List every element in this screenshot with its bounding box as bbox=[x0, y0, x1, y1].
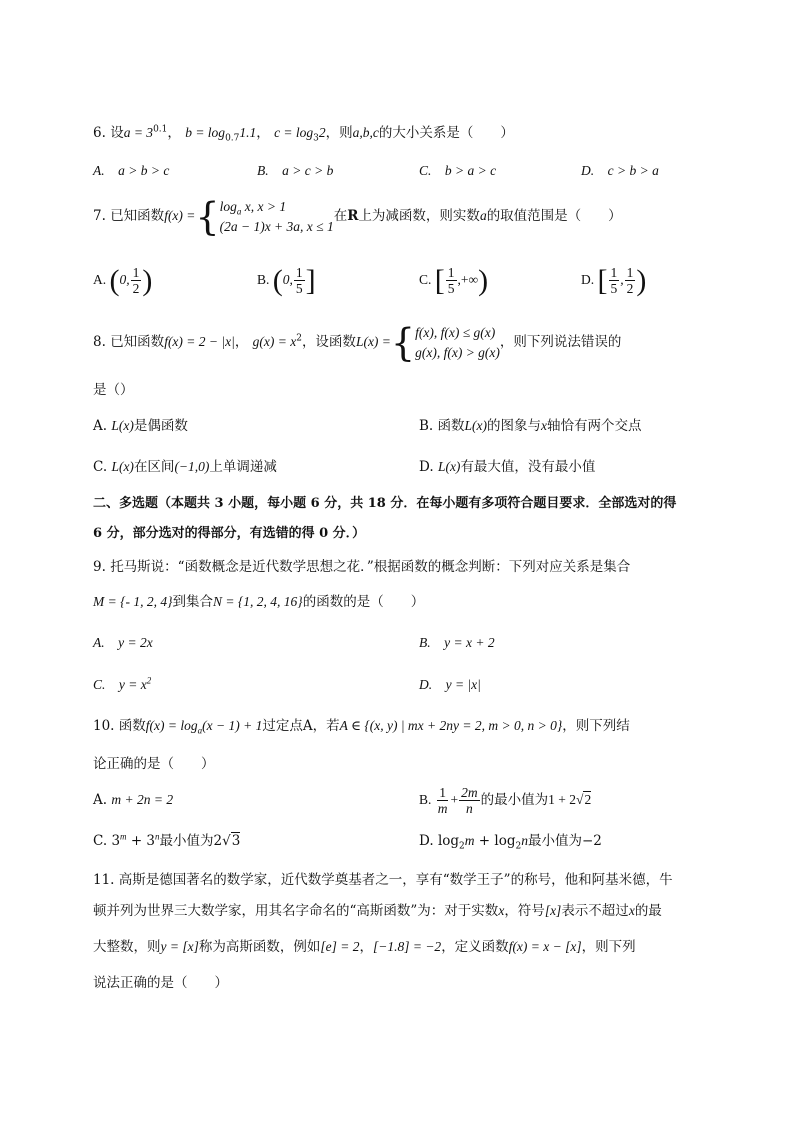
q8-text3: ，则下列说法错误的 bbox=[499, 334, 622, 350]
q9-stem bbox=[93, 558, 630, 576]
q6-number: 6. bbox=[93, 125, 106, 141]
q10-text: 函数 bbox=[118, 718, 146, 734]
q7-text2: 在 bbox=[333, 208, 348, 224]
q9-c-text: C. y = x bbox=[93, 677, 147, 692]
q10-b-frac2 bbox=[459, 785, 480, 816]
q7-a-open: ( bbox=[109, 263, 120, 297]
q9-text3: 的函数的是（ ） bbox=[302, 594, 425, 610]
q7-d-num2: 1 bbox=[626, 265, 634, 281]
q11-x1: x bbox=[498, 903, 505, 918]
q10-c-exp2: n bbox=[155, 831, 160, 842]
q11-ex2: [−1.8] = −2 bbox=[372, 939, 442, 954]
q7-case2: (2a − 1)x + 3a, x ≤ 1 bbox=[219, 218, 334, 234]
q9-option-c[interactable] bbox=[93, 676, 151, 694]
q6-b-def: b = log bbox=[185, 125, 226, 140]
q7-cases bbox=[220, 197, 334, 237]
q7-brace: { bbox=[195, 194, 220, 239]
q11-line3c: ，定义函数 bbox=[441, 939, 509, 955]
q8-c-math: L(x) bbox=[111, 459, 134, 474]
q7-option-a[interactable] bbox=[93, 262, 152, 298]
q7-d-den2: 2 bbox=[626, 281, 634, 297]
q10-b-den1: m bbox=[437, 801, 448, 817]
q7-fx: f(x) = bbox=[164, 208, 196, 223]
q8-g-exp: 2 bbox=[296, 333, 302, 344]
q9-text2: 到集合 bbox=[172, 594, 214, 610]
q11-stem-line3: 大整数，则y = [x]称为高斯函数，例如[e] = 2，[−1.8] = −2，定义函数f(x) = x − [x]，则下列 bbox=[93, 939, 636, 955]
q8-b-text: 的图象与 bbox=[487, 418, 542, 434]
q10-option-a[interactable] bbox=[93, 791, 173, 809]
q10-d-log1: log bbox=[437, 833, 460, 849]
q10-text3: ，则下列结 bbox=[562, 718, 630, 734]
q7-number: 7. bbox=[93, 208, 106, 224]
q11-number: 11. bbox=[93, 872, 115, 888]
q7-c-close: ) bbox=[478, 263, 489, 297]
q11-x2: x bbox=[628, 903, 635, 918]
q8-case2: g(x), f(x) > g(x) bbox=[415, 344, 500, 360]
q11-ex1: [e] = 2 bbox=[320, 939, 360, 954]
q11-stem-line2 bbox=[93, 902, 662, 920]
q10-d-val: −2 bbox=[581, 833, 602, 849]
q10-d-text: 最小值为 bbox=[527, 833, 582, 849]
q8-a-math: L(x) bbox=[111, 418, 134, 433]
section2-heading-line2: 6 分，部分选对的得部分，有选错的得 0 分．） bbox=[93, 526, 366, 541]
q9-set-M: M = {- 1, 2, 4} bbox=[93, 594, 173, 609]
q7-b-num: 1 bbox=[295, 265, 303, 281]
q6-a-exp: 0.1 bbox=[153, 124, 168, 135]
q7-case1-rest: x, x > 1 bbox=[241, 198, 287, 214]
q8-c-text: 在区间 bbox=[133, 459, 175, 475]
q6-text: 设 bbox=[110, 125, 124, 141]
q9-c-exp: 2 bbox=[146, 675, 152, 686]
q8-text2: ，设函数 bbox=[301, 334, 356, 350]
q10-b-plus: + bbox=[450, 792, 459, 807]
q7-label-c: C. bbox=[419, 272, 432, 287]
q7-R: R bbox=[347, 208, 359, 224]
q10-label-c: C. bbox=[93, 833, 108, 849]
q8-stem-line2: 是（） bbox=[93, 382, 134, 398]
q6-option-d[interactable]: D. c > b > a bbox=[581, 163, 659, 178]
q10-d-base1: 2 bbox=[459, 841, 465, 852]
q7-text4: 的取值范围是（ ） bbox=[486, 208, 622, 224]
q9-number: 9. bbox=[93, 559, 106, 575]
q7-c-den: 5 bbox=[447, 281, 455, 297]
q10-label-d: D. bbox=[419, 833, 434, 849]
q10-c-val: 2 bbox=[213, 833, 223, 849]
q10-text2: 过定点A，若 bbox=[262, 718, 340, 734]
q10-label-a: A. bbox=[93, 792, 108, 808]
q9-text: 托马斯说：“函数概念是近代数学思想之花．”根据函数的概念判断：下列对应关系是集合 bbox=[110, 559, 631, 575]
q10-cond: A ∈ {(x, y) | mx + 2ny = 2, m > 0, n > 0} bbox=[339, 718, 563, 733]
q11-line3d: ，则下列 bbox=[581, 939, 636, 955]
q7-d-frac2 bbox=[625, 265, 636, 296]
q10-d-base2: 2 bbox=[515, 841, 522, 852]
q7-var: a bbox=[479, 208, 487, 223]
q7-text3: 上为减函数，则实数 bbox=[358, 208, 480, 224]
q7-b-left: 0, bbox=[282, 272, 293, 287]
q7-c-open: [ bbox=[434, 263, 445, 297]
q8-option-d[interactable] bbox=[419, 458, 595, 476]
q8-c-interval: (−1,0) bbox=[174, 459, 210, 474]
q6-option-b[interactable]: B. a > c > b bbox=[257, 163, 334, 178]
q10-a-math: m + 2n = 2 bbox=[111, 792, 174, 807]
q11-stem-line4: 说法正确的是（ ） bbox=[93, 975, 228, 991]
q10-b-num2: 2m bbox=[461, 785, 478, 801]
q8-label-b: B. bbox=[419, 418, 434, 434]
q9-stem-line2 bbox=[93, 593, 424, 611]
q10-option-c[interactable] bbox=[93, 832, 240, 850]
q10-c-sqrt-icon: √ bbox=[222, 833, 231, 849]
q8-g: g(x) = x bbox=[252, 334, 297, 349]
q8-brace: { bbox=[390, 320, 416, 365]
q10-number: 10. bbox=[93, 718, 115, 734]
q8-stem: 8. 已知函数f(x) = 2 − |x|， $g(x) = x^2$，设函数L(x) ={ f(x), f(x) ≤ g(x) g(x), f(x) > g(x) ，则下列说法错误的 bbox=[93, 320, 622, 365]
q10-b-sqrt-icon: √ bbox=[576, 792, 584, 807]
section2-heading: 二、多选题（本题共 3 小题，每小题 6 分，共 18 分．在每小题有多项符合题目要求．全部选对的得 bbox=[93, 496, 677, 511]
q8-b-text2: 轴恰有两个交点 bbox=[547, 418, 642, 434]
q7-a-left: 0, bbox=[119, 272, 130, 287]
q10-label-b: B. bbox=[419, 792, 432, 807]
q10-b-num1: 1 bbox=[439, 785, 447, 801]
q8-b-x: x bbox=[541, 418, 548, 433]
q7-option-d[interactable]: D. [ $\frac{1}{5}$ , $\frac{1}{2}$ ) bbox=[581, 263, 647, 297]
q11-def: f(x) = x − [x] bbox=[508, 939, 582, 954]
q11-y: y = [x] bbox=[160, 939, 199, 954]
q8-L: L(x) = bbox=[355, 334, 391, 349]
q7-c-right: ,+∞ bbox=[457, 272, 479, 287]
q7-label-d: D. bbox=[581, 272, 595, 287]
q10-base: a bbox=[197, 725, 203, 736]
q10-stem bbox=[93, 717, 630, 735]
q10-c-base1: 3 bbox=[111, 833, 121, 849]
q7-a-num: 1 bbox=[132, 265, 140, 281]
q10-option-d[interactable] bbox=[419, 832, 602, 850]
q11-line2b: ，符号 bbox=[504, 903, 545, 919]
q11-sym: [x] bbox=[544, 903, 562, 918]
q8-option-c[interactable] bbox=[93, 458, 277, 476]
q7-d-close: ) bbox=[636, 263, 647, 297]
q7-d-num1: 1 bbox=[610, 265, 618, 281]
q6-option-a[interactable]: A. a > b > c bbox=[93, 163, 170, 178]
q10-option-b[interactable] bbox=[419, 782, 591, 818]
q8-option-a[interactable] bbox=[93, 417, 188, 435]
q8-option-b[interactable] bbox=[419, 417, 642, 435]
q6-c-def: c = log bbox=[274, 125, 314, 140]
q6-b-arg: 1.1 bbox=[239, 125, 257, 140]
q6-option-c[interactable]: C. b > a > c bbox=[419, 163, 497, 178]
q11-line2c: 表示不超过 bbox=[561, 903, 629, 919]
q8-label-c: C. bbox=[93, 459, 108, 475]
q7-option-c[interactable] bbox=[419, 262, 488, 298]
q8-f: f(x) = 2 − |x| bbox=[164, 334, 235, 349]
q6-b-base: 0.7 bbox=[225, 133, 240, 144]
q11-line3a: 大整数，则 bbox=[93, 939, 161, 955]
q11-line1: 高斯是德国著名的数学家，近代数学奠基者之一，享有“数学王子”的称号，他和阿基米德，牛 bbox=[118, 872, 673, 888]
q7-option-b[interactable] bbox=[257, 262, 316, 298]
q9-option-a[interactable]: A. y = 2x bbox=[93, 635, 153, 650]
q10-b-text: 的最小值为 bbox=[480, 792, 549, 807]
q7-text: 已知函数 bbox=[110, 208, 165, 224]
q8-case1: f(x), f(x) ≤ g(x) bbox=[415, 324, 496, 340]
q7-a-close: ) bbox=[142, 263, 153, 297]
q10-b-den2: n bbox=[466, 801, 473, 817]
q6-text3: 的大小关系是（ ） bbox=[378, 125, 514, 141]
q8-text: 已知函数 bbox=[110, 334, 165, 350]
q6-a-def: a = 3 bbox=[123, 125, 154, 140]
q7-label-b: B. bbox=[257, 272, 270, 287]
q8-b-pre: 函数 bbox=[437, 418, 465, 434]
q7-b-den: 5 bbox=[295, 281, 303, 297]
q8-cases bbox=[415, 323, 500, 363]
q10-fx: f(x) = log bbox=[145, 718, 198, 733]
q11-line3b: 称为高斯函数，例如 bbox=[198, 939, 321, 955]
q10-b-val: 1 + 2 bbox=[548, 792, 577, 807]
q10-c-radicand: 3 bbox=[231, 833, 241, 849]
q8-c-text2: 上单调递减 bbox=[209, 459, 277, 475]
q11-stem bbox=[93, 871, 673, 889]
q7-d-open: [ bbox=[597, 263, 608, 297]
q10-b-frac1 bbox=[436, 785, 450, 816]
q8-b-math: L(x) bbox=[464, 418, 488, 433]
q10-c-exp1: m bbox=[120, 831, 127, 842]
q8-label-a: A. bbox=[93, 418, 108, 434]
q7-case1-base: a bbox=[236, 206, 242, 217]
q10-rest: (x − 1) + 1 bbox=[202, 718, 263, 733]
q11-line2d: 的最 bbox=[634, 903, 662, 919]
q6-stem: 6. 设$a = 3^{0.1}$， $b = \log_{0.7}1.1$， $c = \log_32$，则a,b,c的大小关系是（ ） bbox=[93, 124, 514, 144]
q7-d-den1: 5 bbox=[610, 281, 618, 297]
q6-text2: ，则 bbox=[325, 125, 353, 141]
q9-option-b[interactable]: B. y = x + 2 bbox=[419, 635, 495, 650]
q9-set-N: N = {1, 2, 4, 16} bbox=[213, 594, 303, 609]
q7-b-close: ] bbox=[305, 263, 316, 297]
q7-case1: log bbox=[219, 198, 237, 214]
q10-d-n: n bbox=[521, 833, 528, 848]
q10-stem-line2: 论正确的是（ ） bbox=[93, 756, 215, 772]
q6-vars: a,b,c bbox=[352, 125, 379, 140]
q10-b-radicand: 2 bbox=[584, 792, 592, 807]
q7-c-frac bbox=[446, 265, 457, 296]
q7-stem bbox=[93, 196, 622, 237]
q8-a-text: 是偶函数 bbox=[133, 418, 188, 434]
q8-d-math: L(x) bbox=[437, 459, 461, 474]
q7-b-frac bbox=[294, 265, 305, 296]
q6-c-base: 3 bbox=[313, 133, 319, 144]
q10-d-m: m bbox=[464, 833, 475, 848]
q10-c-plus: + 3 bbox=[126, 833, 156, 849]
q8-d-text: 有最大值，没有最小值 bbox=[460, 459, 596, 475]
q7-c-num: 1 bbox=[447, 265, 455, 281]
q10-c-text: 最小值为 bbox=[159, 833, 214, 849]
q11-line2a: 顿并列为世界三大数学家，用其名字命名的“高斯函数”为：对于实数 bbox=[93, 903, 499, 919]
q6-c-arg: 2 bbox=[318, 125, 326, 140]
q7-a-den: 2 bbox=[132, 281, 140, 297]
q7-d-frac1 bbox=[609, 265, 620, 296]
q7-label-a: A. bbox=[93, 272, 107, 287]
q10-d-plus: + log bbox=[474, 833, 516, 849]
q9-option-d[interactable]: D. y = |x| bbox=[419, 677, 481, 692]
q7-a-frac bbox=[131, 265, 142, 296]
q8-number: 8. bbox=[93, 334, 106, 350]
q7-b-open: ( bbox=[272, 263, 283, 297]
q8-label-d: D. bbox=[419, 459, 434, 475]
